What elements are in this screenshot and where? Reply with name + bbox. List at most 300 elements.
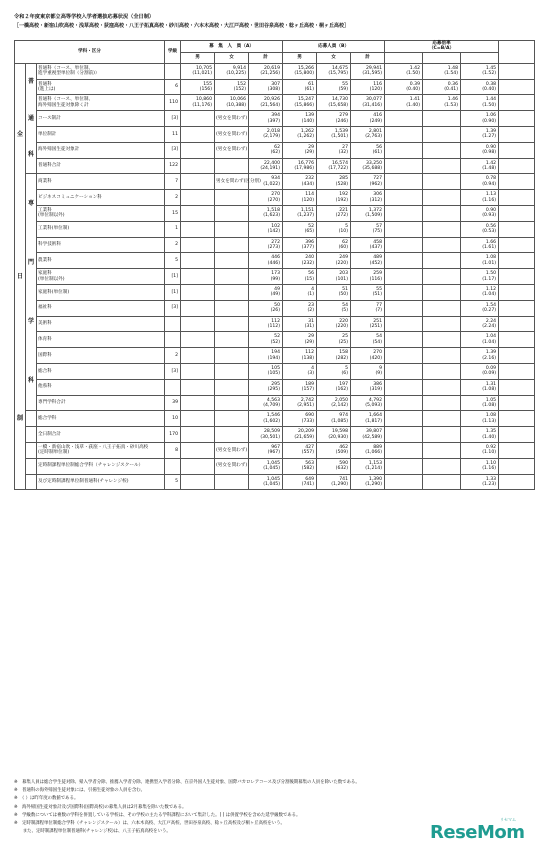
ratio-cell-3 [461, 63, 499, 79]
ratio-cell-3 [461, 142, 499, 158]
ratio-r3: 1.42 [485, 160, 497, 166]
cell-q3 [249, 253, 283, 269]
cell-q3-line1: 1,518 [266, 207, 281, 213]
cell-q1 [181, 442, 215, 458]
cell-a1 [283, 95, 317, 111]
table-row [15, 253, 535, 269]
ratio-r6: (0.53) [482, 229, 497, 235]
cell-a1 [283, 284, 317, 300]
cell-a1-line2: (2,951) [297, 402, 315, 408]
cell-a3-line2: (5,093) [365, 402, 383, 408]
cell-a3 [351, 427, 385, 443]
row-classes: 122 [165, 158, 181, 174]
cell-a2-line2: (32) [338, 150, 349, 156]
cell-a2 [317, 205, 351, 221]
cell-q2 [215, 142, 249, 158]
cell-a3-line1: 306 [373, 192, 383, 198]
row-spacer [499, 63, 535, 79]
header-ratio-female [423, 52, 461, 63]
ratio-r3: 1.13 [485, 192, 497, 198]
ratio-cell-3 [461, 205, 499, 221]
cell-a1-line2: (31) [304, 323, 315, 329]
ratio-r6: (1.16) [482, 197, 497, 203]
cell-q3 [249, 316, 283, 332]
cell-a1-line1: 690 [305, 413, 315, 419]
cell-a1-line1: 4 [311, 286, 315, 292]
ratio-cell-2 [423, 142, 461, 158]
ratio-cell-2 [423, 316, 461, 332]
row-label-line1: 総合学科 [38, 416, 57, 422]
ratio-cell-2 [423, 79, 461, 95]
cell-a1 [283, 221, 317, 237]
header-male: 男 [283, 52, 317, 63]
note-line: ※ （ ）は昨年度の数値である。 [14, 796, 79, 802]
cell-q2 [215, 316, 249, 332]
cell-a3-line1: 33,250 [365, 160, 383, 166]
ratio-r6: (0.09) [482, 371, 497, 377]
row-classes: [3] [165, 300, 181, 316]
cell-q3-line2: (105) [267, 371, 281, 377]
cell-q1 [181, 190, 215, 206]
ratio-cell-3 [461, 332, 499, 348]
cell-a2-line2: (20,930) [328, 434, 349, 440]
cell-a3 [351, 95, 385, 111]
cell-q3 [249, 332, 283, 348]
cell-a2 [317, 237, 351, 253]
note-line: ※ 海外帰国生徒対象計及び国際科(国際高校)の募集人員は2月募集を除いた数である。 [14, 804, 187, 810]
cell-a2-line2: (2,142) [331, 402, 349, 408]
row-spacer [499, 363, 535, 379]
ratio-r5: (1.54) [444, 71, 459, 77]
row-label-line1: 普通科合計 [38, 163, 61, 169]
cell-a2-line2: (1,290) [331, 481, 349, 487]
table-row [15, 395, 535, 411]
cell-q3-line2: (30,501) [260, 434, 281, 440]
cell-q1 [181, 63, 215, 79]
cell-a3-line1: 1,372 [368, 207, 383, 213]
cell-a3 [351, 300, 385, 316]
cell-q3-line2: (270) [267, 197, 281, 203]
ratio-cell-3 [461, 158, 499, 174]
notes [14, 779, 360, 836]
cell-q1-line2: (156) [199, 87, 213, 92]
row-label [37, 363, 165, 379]
ratio-r3: 0.78 [485, 176, 497, 182]
cell-q1 [181, 158, 215, 174]
cell-a2 [317, 127, 351, 143]
side-label-sen: 専 [27, 200, 34, 208]
cell-q2 [215, 253, 249, 269]
row-spacer [499, 474, 535, 490]
cell-a1-line2: (29) [304, 339, 315, 345]
cell-a3-line2: (31,595) [362, 71, 383, 77]
cell-a2 [317, 269, 351, 285]
cell-a1-line1: 649 [305, 476, 315, 482]
ratio-r3: 1.04 [485, 334, 497, 340]
row-label-line1: 美術科 [38, 321, 52, 327]
ratio-r6: (0.93) [482, 213, 497, 219]
ratio-cell-1 [385, 300, 423, 316]
ratio-cell-1 [385, 269, 423, 285]
cell-q2 [215, 237, 249, 253]
cell-q3 [249, 427, 283, 443]
cell-a3-line2: (75) [372, 229, 383, 235]
side-label-tsu: 通 [27, 114, 34, 122]
cell-a2-line1: 5 [345, 223, 349, 229]
cell-a3 [351, 363, 385, 379]
cell-a2-line1: 19,598 [331, 429, 349, 435]
row-classes: 11 [165, 127, 181, 143]
cell-q2-line1: 9,914 [232, 65, 247, 71]
cell-a1-line2: (232) [301, 260, 315, 266]
cell-q2 [215, 205, 249, 221]
cell-a3-line2: (1,509) [365, 213, 383, 219]
cell-q1 [181, 411, 215, 427]
row-label-line1: 家庭科(単位制) [38, 289, 70, 295]
cell-a2 [317, 158, 351, 174]
ratio-r4: (0.40) [406, 87, 421, 92]
row-label [37, 458, 165, 474]
ratio-cell-1 [385, 63, 423, 79]
cell-a3-line1: 55 [376, 286, 383, 292]
cell-a1 [283, 237, 317, 253]
ratio-r6: (0.90) [482, 118, 497, 124]
cell-a3 [351, 379, 385, 395]
cell-q3-line1: 295 [271, 381, 281, 387]
ratio-cell-1 [385, 205, 423, 221]
row-classes: 2 [165, 237, 181, 253]
header-ratio-total [461, 52, 499, 63]
cell-a3-line1: 1,153 [368, 460, 383, 466]
row-label-line1: 及び定時制課程単位制普通科(チャレンジ校) [38, 479, 129, 485]
cell-q1 [181, 95, 215, 111]
cell-q1 [181, 253, 215, 269]
cell-a2-line1: 2,050 [334, 397, 349, 403]
cell-q3-line1: 394 [271, 113, 281, 119]
row-label-line1: 総合科 [38, 368, 52, 374]
cell-q2 [215, 379, 249, 395]
cell-a3-line2: (319) [369, 387, 383, 393]
row-label [37, 284, 165, 300]
cell-q2 [215, 284, 249, 300]
row-label [37, 332, 165, 348]
cell-a3 [351, 284, 385, 300]
ratio-r6: (1.04) [482, 339, 497, 345]
cell-q3 [249, 395, 283, 411]
row-label [37, 300, 165, 316]
row-label [37, 316, 165, 332]
cell-q3-line2: (21,564) [260, 102, 281, 108]
cell-q2 [215, 411, 249, 427]
table-row [15, 158, 535, 174]
cell-a1-line1: 4 [311, 365, 315, 371]
ratio-r6: (0.27) [482, 308, 497, 314]
ratio-r3: 0.90 [485, 207, 497, 213]
ratio-cell-3 [461, 363, 499, 379]
cell-a3-line2: (452) [369, 260, 383, 266]
row-label-line2: (単位制以外) [38, 276, 65, 282]
cell-a2-line2: (246) [335, 118, 349, 124]
cell-a3 [351, 269, 385, 285]
cell-a3 [351, 395, 385, 411]
cell-a2-line2: (60) [338, 244, 349, 250]
ratio-cell-1 [385, 79, 423, 95]
cell-q1-line2: (11,021) [192, 71, 213, 77]
ratio-cell-2 [423, 221, 461, 237]
cell-q3-line2: (2,179) [263, 134, 281, 140]
cell-a2 [317, 348, 351, 364]
cell-q3-line2: (308) [267, 87, 281, 92]
cell-q3-line2: (52) [270, 339, 281, 345]
cell-q3-line1: 173 [271, 271, 281, 277]
ratio-cell-2 [423, 427, 461, 443]
ratio-cell-3 [461, 127, 499, 143]
cell-a3 [351, 237, 385, 253]
ratio-cell-2 [423, 174, 461, 190]
cell-q3 [249, 442, 283, 458]
side-label-futsuka [26, 63, 37, 174]
ratio-r3: 0.92 [485, 444, 497, 450]
ratio-r6: (1.16) [482, 466, 497, 472]
cell-q3 [249, 111, 283, 127]
cell-q3-line2: (112) [267, 323, 281, 329]
cell-a2-line2: (272) [335, 213, 349, 219]
document-title: 令和２年度東京都立高等学校入学者選抜応募状況（全日制） [14, 14, 155, 20]
cell-a2-line2: (5) [341, 308, 349, 314]
cell-a2-line2: (162) [335, 387, 349, 393]
cell-q3-line1: 49 [274, 286, 281, 292]
ratio-r6: (1.13) [482, 418, 497, 424]
ratio-r3: 0.09 [485, 365, 497, 371]
row-spacer [499, 158, 535, 174]
row-label [37, 79, 165, 95]
ratio-r3: 0.90 [485, 144, 497, 150]
ratio-r3: 1.05 [485, 397, 497, 403]
cell-a3-line2: (2,763) [365, 134, 383, 140]
cell-q3-line2: (967) [267, 450, 281, 456]
ratio-cell-1 [385, 395, 423, 411]
cell-a2-line1: 249 [339, 255, 349, 261]
cell-q1 [181, 300, 215, 316]
cell-a3-line1: 29,941 [365, 65, 383, 71]
row-spacer [499, 458, 535, 474]
cell-q2 [215, 395, 249, 411]
cell-q3-line2: (194) [267, 355, 281, 361]
ratio-r6: (1.48) [482, 165, 497, 171]
row-classes: [3] [165, 363, 181, 379]
side-label-ka2: 科 [27, 377, 34, 385]
row-spacer [499, 79, 535, 95]
cell-a2-line1: 192 [339, 192, 349, 198]
ratio-cell-3 [461, 300, 499, 316]
cell-a2 [317, 284, 351, 300]
ratio-cell-1 [385, 332, 423, 348]
side-blank [26, 442, 37, 458]
cell-a2 [317, 79, 351, 95]
cell-q2-line1: (男女を問わず) [216, 115, 248, 121]
cell-q1 [181, 237, 215, 253]
cell-a2-line2: (25) [338, 339, 349, 345]
cell-a2-line2: (10) [338, 229, 349, 235]
ratio-r4: (1.40) [406, 102, 421, 108]
cell-q2 [215, 269, 249, 285]
row-spacer [499, 284, 535, 300]
cell-a2-line2: (1,085) [331, 418, 349, 424]
cell-q3-line1: 22,400 [263, 160, 281, 166]
cell-a3 [351, 316, 385, 332]
cell-q3-line2: (99) [270, 276, 281, 282]
row-label-line1: 工業科 [38, 207, 52, 213]
cell-q2 [215, 158, 249, 174]
ratio-r1: 0.39 [409, 81, 421, 87]
ratio-cell-2 [423, 253, 461, 269]
row-classes: 2 [165, 348, 181, 364]
cell-a2-line2: (220) [335, 260, 349, 266]
row-spacer [499, 95, 535, 111]
cell-q1-line2: (11,176) [192, 102, 213, 108]
cell-q3 [249, 142, 283, 158]
cell-a2-line1: 220 [339, 318, 349, 324]
ratio-r6: (0.40) [482, 87, 497, 92]
ratio-cell-1 [385, 442, 423, 458]
cell-q3-line1: 272 [271, 239, 281, 245]
ratio-r6: (1.10) [482, 450, 497, 456]
ratio-r6: (1.27) [482, 134, 497, 140]
note-line: ※ 定時制課程単位制総合学科（チャレンジスクール）は、六本木高校、大江戸高校、世田谷泉高校、稔ヶ丘高校及び桐ヶ丘高校をいう。 [14, 821, 285, 827]
cell-a1-line2: (3) [307, 371, 315, 377]
ratio-cell-3 [461, 111, 499, 127]
note-line: ※ 普通科の海外帰国生徒対象には、引揚生徒対象の人員を含む。 [14, 788, 146, 794]
ratio-r3: 0.38 [485, 81, 497, 87]
row-label [37, 221, 165, 237]
cell-a2-line1: 197 [339, 381, 349, 387]
row-label [37, 237, 165, 253]
row-spacer [499, 174, 535, 190]
table-row [15, 95, 535, 111]
cell-a2 [317, 95, 351, 111]
cell-q3-line1: 50 [274, 302, 281, 308]
row-label-line1: 海外帰国生徒対象計 [38, 147, 80, 153]
cell-q3-line1: 307 [271, 81, 281, 87]
cell-a3-line2: (61) [372, 150, 383, 156]
cell-q3-line1: 967 [271, 444, 281, 450]
cell-a1 [283, 158, 317, 174]
cell-a1-line1: 232 [305, 176, 315, 182]
ratio-cell-3 [461, 458, 499, 474]
cell-q2 [215, 442, 249, 458]
table-row [15, 427, 535, 443]
cell-a1 [283, 174, 317, 190]
cell-q3 [249, 63, 283, 79]
cell-a1-line2: (138) [301, 355, 315, 361]
side-label-ka: 科 [27, 151, 34, 159]
cell-a2 [317, 174, 351, 190]
ratio-cell-1 [385, 284, 423, 300]
table-row [15, 332, 535, 348]
cell-a1 [283, 411, 317, 427]
row-classes [165, 379, 181, 395]
row-label-line1: 全日制合計 [38, 431, 61, 437]
row-label [37, 63, 165, 79]
cell-q3-line1: 270 [271, 192, 281, 198]
ratio-cell-2 [423, 474, 461, 490]
cell-q1 [181, 284, 215, 300]
cell-a3-line1: 116 [373, 81, 383, 87]
cell-q3 [249, 95, 283, 111]
cell-q3-line2: (1,022) [263, 181, 281, 187]
cell-q2 [215, 332, 249, 348]
ratio-cell-3 [461, 411, 499, 427]
side-blank [26, 427, 37, 443]
cell-q3 [249, 205, 283, 221]
cell-a1-line1: 56 [308, 271, 315, 277]
cell-a1-line1: 1,151 [300, 207, 315, 213]
row-label [37, 142, 165, 158]
header-quota: 募 集 人 員（A） [181, 41, 283, 53]
cell-q3-line1: 112 [271, 318, 281, 324]
row-classes [165, 316, 181, 332]
ratio-cell-2 [423, 395, 461, 411]
row-classes [165, 332, 181, 348]
row-label-line1: 単位制計 [38, 131, 57, 137]
cell-a2-line2: (6) [341, 371, 349, 377]
cell-q2 [215, 458, 249, 474]
ratio-cell-3 [461, 474, 499, 490]
cell-q2-line2: (10,225) [226, 71, 247, 77]
ratio-r6: (2.16) [482, 355, 497, 361]
row-classes: 5 [165, 474, 181, 490]
cell-q3-line1: 446 [271, 255, 281, 261]
cell-q2 [215, 79, 249, 95]
cell-q1 [181, 111, 215, 127]
cell-a3-line2: (9) [375, 371, 383, 377]
cell-a3-line1: 251 [373, 318, 383, 324]
cell-q2 [215, 127, 249, 143]
row-classes: 39 [165, 395, 181, 411]
ratio-cell-2 [423, 442, 461, 458]
cell-q3 [249, 348, 283, 364]
cell-q3 [249, 363, 283, 379]
cell-q2-line1: (男女を問わず) [216, 131, 248, 137]
side-label-nichi: 日 [16, 272, 23, 280]
cell-a1 [283, 458, 317, 474]
row-label-line1: 専門学科合計 [38, 400, 66, 406]
cell-a2-line2: (59) [338, 87, 349, 92]
cell-q2 [215, 190, 249, 206]
cell-a3 [351, 158, 385, 174]
cell-a2 [317, 332, 351, 348]
ratio-r5: (1.53) [444, 102, 459, 108]
cell-a2 [317, 221, 351, 237]
ratio-r6: (1.08) [482, 402, 497, 408]
cell-q3-line2: (4,709) [263, 402, 281, 408]
note-line: ※ 募集人員は総合学生徒対除、帰入学者分除、推薦入学者分除、連携型入学者分除、在京外国人生徒対象、国際バカロレアコース及び分割後期募集の人員を除いた数である。 [14, 780, 360, 785]
cell-a3-line1: 2,801 [368, 128, 383, 134]
header-female: 女 [215, 52, 249, 63]
ratio-cell-3 [461, 395, 499, 411]
cell-a1 [283, 190, 317, 206]
side-label-zennichisei [15, 63, 26, 490]
ratio-r3: 1.39 [485, 350, 497, 356]
row-label [37, 427, 165, 443]
row-classes [165, 63, 181, 79]
ratio-cell-1 [385, 458, 423, 474]
side-label-mon: 門 [27, 259, 34, 267]
cell-q1 [181, 221, 215, 237]
cell-a1-line2: (65) [304, 229, 315, 235]
cell-q3 [249, 158, 283, 174]
cell-a1-line1: 31 [308, 318, 315, 324]
